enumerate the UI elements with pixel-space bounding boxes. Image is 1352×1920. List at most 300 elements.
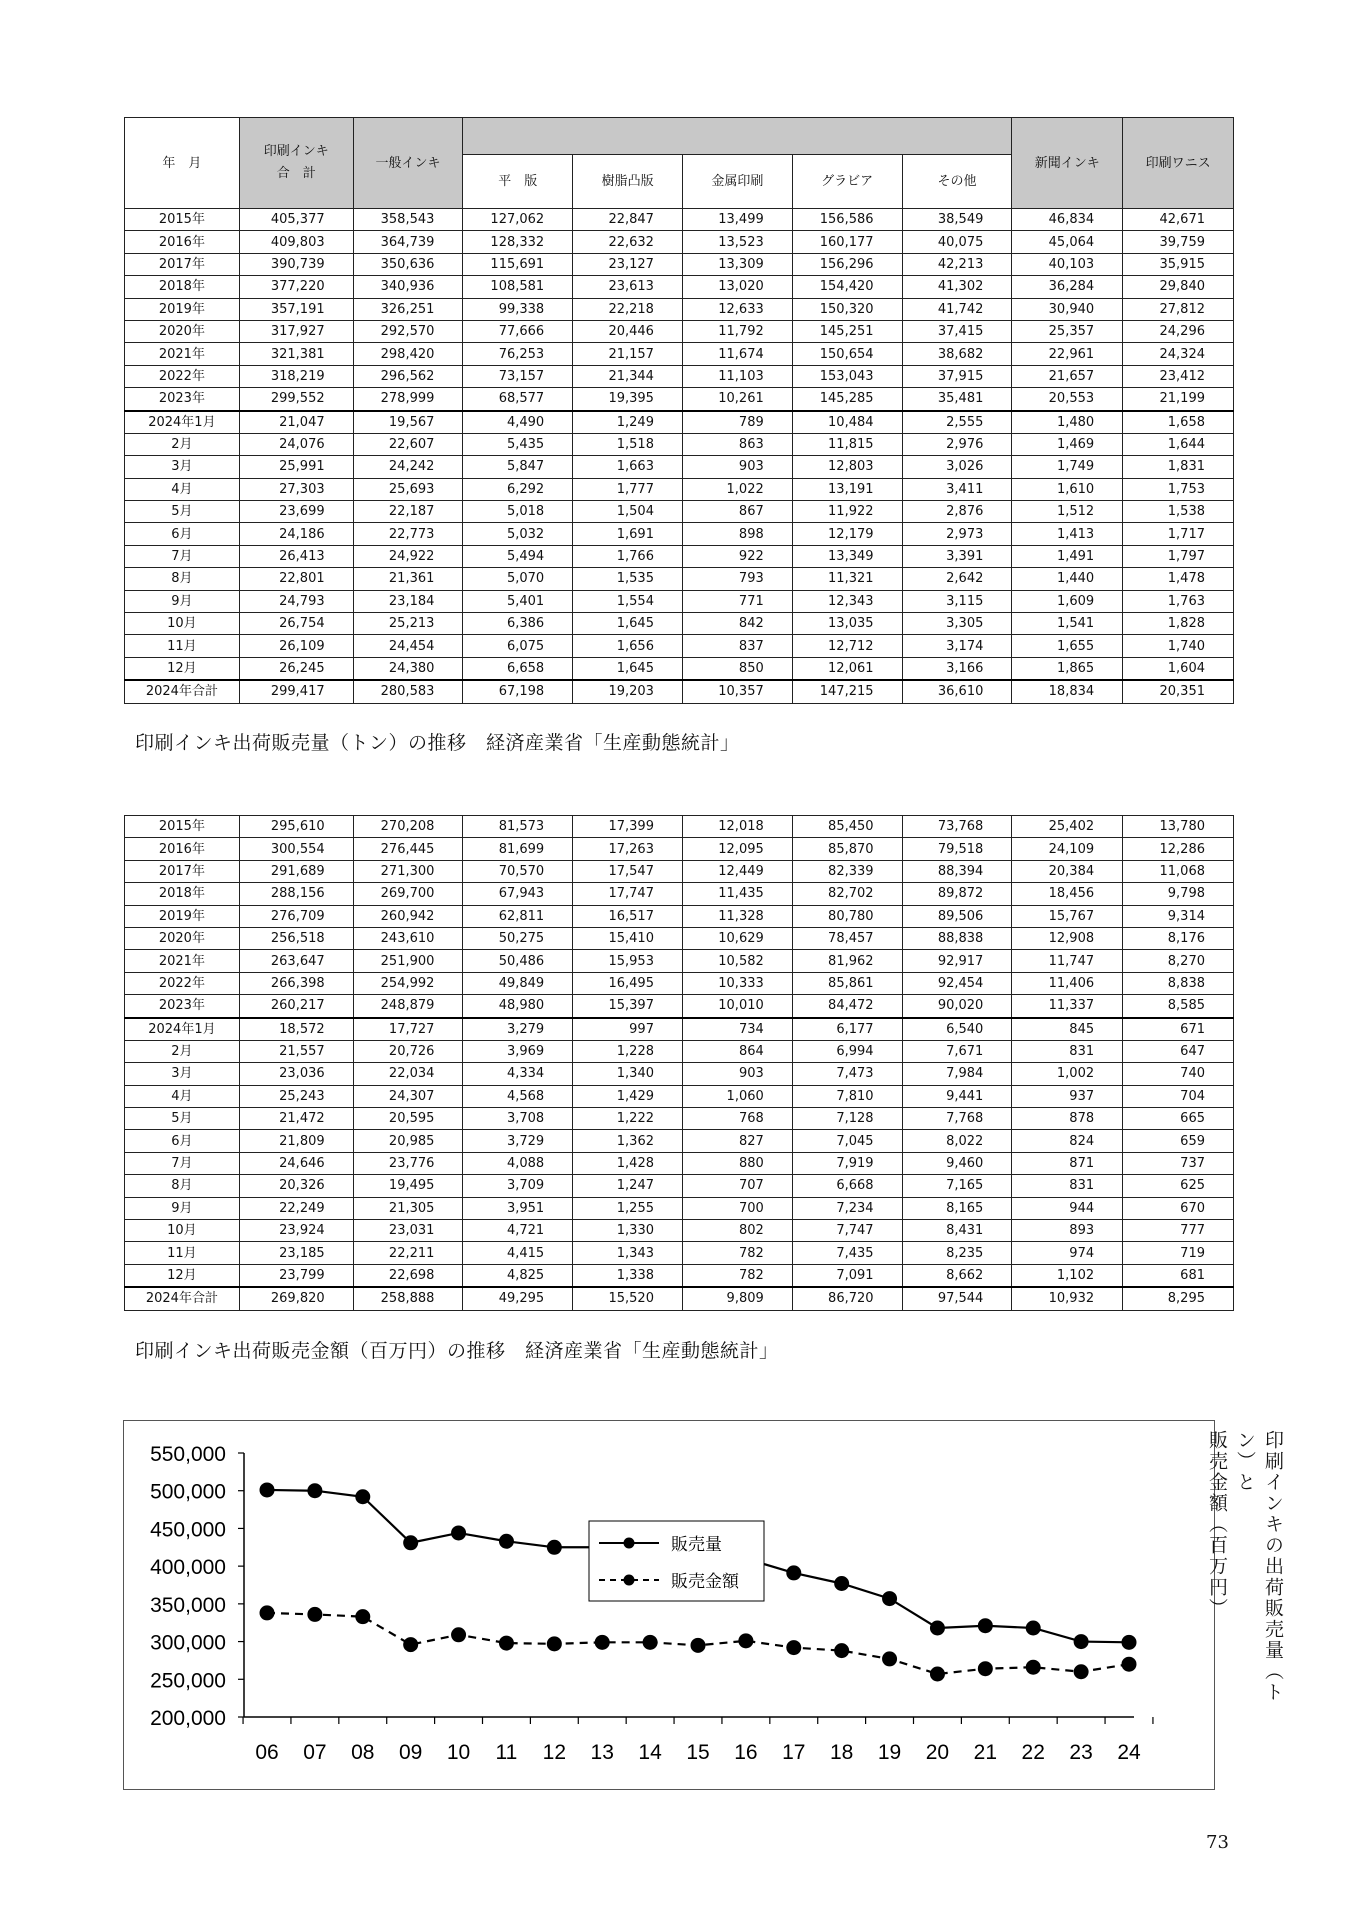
- table-cell: 88,838: [902, 927, 1012, 949]
- table-cell: 358,543: [353, 209, 463, 231]
- table-cell: 777: [1123, 1220, 1234, 1242]
- table-cell: 15,953: [573, 950, 683, 972]
- table-cell: 260,942: [353, 905, 463, 927]
- table-cell: 23,185: [239, 1242, 353, 1264]
- row-period: 3月: [125, 1063, 240, 1085]
- table-row: [125, 838, 1234, 860]
- table-cell: 26,245: [239, 657, 353, 680]
- table-cell: 41,742: [902, 298, 1012, 320]
- row-period: 2024年1月: [125, 411, 240, 434]
- table-cell: 2,642: [902, 568, 1012, 590]
- table-row: [125, 1220, 1234, 1242]
- table-cell: 8,662: [902, 1264, 1012, 1287]
- table-row: [125, 298, 1234, 320]
- row-period: 11月: [125, 635, 240, 657]
- table-cell: 7,435: [792, 1242, 902, 1264]
- table-cell: 79,518: [902, 838, 1012, 860]
- table-cell: 3,411: [902, 478, 1012, 500]
- table-cell: 10,932: [1012, 1287, 1123, 1310]
- table-cell: 85,870: [792, 838, 902, 860]
- table-cell: 21,557: [239, 1040, 353, 1062]
- table-cell: 24,307: [353, 1085, 463, 1107]
- table-cell: 974: [1012, 1242, 1123, 1264]
- chart-title: [1195, 1430, 1284, 1730]
- table-cell: 3,951: [463, 1197, 573, 1219]
- table-row: [125, 343, 1234, 365]
- table-cell: 276,709: [239, 905, 353, 927]
- table-cell: 154,420: [792, 276, 902, 298]
- table-cell: 1,831: [1123, 456, 1234, 478]
- table-cell: 1,538: [1123, 501, 1234, 523]
- table-cell: 26,754: [239, 613, 353, 635]
- table-cell: 1,610: [1012, 478, 1123, 500]
- table-cell: 160,177: [792, 231, 902, 253]
- table-cell: 4,088: [463, 1152, 573, 1174]
- table-cell: 18,456: [1012, 883, 1123, 905]
- table-cell: 719: [1123, 1242, 1234, 1264]
- table-cell: 108,581: [463, 276, 573, 298]
- table-cell: 1,645: [573, 657, 683, 680]
- chart-title-line1: 印刷インキの出荷販売量（トン）と: [1234, 1430, 1284, 1703]
- table-cell: 4,334: [463, 1063, 573, 1085]
- row-period: 6月: [125, 523, 240, 545]
- row-period: 8月: [125, 1175, 240, 1197]
- table-row: [125, 657, 1234, 680]
- table-cell: 12,712: [792, 635, 902, 657]
- table-row: [125, 635, 1234, 657]
- legend-label: 販売量: [671, 1535, 722, 1555]
- shipment-value-table: [124, 815, 1234, 1311]
- table-cell: 3,174: [902, 635, 1012, 657]
- data-point: [260, 1482, 275, 1497]
- table-cell: 5,847: [463, 456, 573, 478]
- table-row: [125, 927, 1234, 949]
- row-period: 7月: [125, 545, 240, 567]
- row-period: 9月: [125, 1197, 240, 1219]
- table-cell: 115,691: [463, 253, 573, 275]
- table-cell: 1,440: [1012, 568, 1123, 590]
- table-cell: 248,879: [353, 995, 463, 1018]
- table-row: [125, 816, 1234, 838]
- table-cell: 7,473: [792, 1063, 902, 1085]
- table-cell: 49,295: [463, 1287, 573, 1310]
- table-cell: 68,577: [463, 388, 573, 411]
- y-tick-label: 250,000: [150, 1669, 226, 1693]
- table-cell: 17,399: [573, 816, 683, 838]
- table-cell: 23,924: [239, 1220, 353, 1242]
- table-cell: 681: [1123, 1264, 1234, 1287]
- data-point: [260, 1605, 275, 1620]
- table-cell: 22,632: [573, 231, 683, 253]
- table-cell: 1,658: [1123, 411, 1234, 434]
- table-cell: 24,109: [1012, 838, 1123, 860]
- table-cell: 7,671: [902, 1040, 1012, 1062]
- table-row: [125, 365, 1234, 387]
- table-cell: 2,555: [902, 411, 1012, 434]
- table-cell: 9,809: [682, 1287, 792, 1310]
- table-cell: 38,682: [902, 343, 1012, 365]
- table-cell: 3,305: [902, 613, 1012, 635]
- row-period: 2016年: [125, 231, 240, 253]
- table-cell: 864: [682, 1040, 792, 1062]
- table-cell: 12,633: [682, 298, 792, 320]
- table-cell: 24,296: [1123, 320, 1234, 342]
- table-cell: 128,332: [463, 231, 573, 253]
- table-cell: 6,668: [792, 1175, 902, 1197]
- table-cell: 62,811: [463, 905, 573, 927]
- table-cell: 1,655: [1012, 635, 1123, 657]
- y-tick-label: 350,000: [150, 1593, 226, 1617]
- table-cell: 7,768: [902, 1108, 1012, 1130]
- table-cell: 40,103: [1012, 253, 1123, 275]
- table-cell: 269,820: [239, 1287, 353, 1310]
- table-cell: 24,186: [239, 523, 353, 545]
- table-row: [125, 905, 1234, 927]
- table-cell: 23,613: [573, 276, 683, 298]
- table-cell: 288,156: [239, 883, 353, 905]
- table-cell: 1,002: [1012, 1063, 1123, 1085]
- table-cell: 9,441: [902, 1085, 1012, 1107]
- data-point: [403, 1637, 418, 1652]
- table-cell: 893: [1012, 1220, 1123, 1242]
- row-period: 10月: [125, 1220, 240, 1242]
- table-cell: 35,481: [902, 388, 1012, 411]
- x-tick-label: 19: [877, 1741, 902, 1764]
- table-cell: 793: [682, 568, 792, 590]
- table-cell: 2,973: [902, 523, 1012, 545]
- row-period: 5月: [125, 501, 240, 523]
- data-point: [834, 1576, 849, 1591]
- table-cell: 21,472: [239, 1108, 353, 1130]
- table-cell: 25,991: [239, 456, 353, 478]
- table-cell: 81,699: [463, 838, 573, 860]
- table-cell: 782: [682, 1242, 792, 1264]
- table-cell: 350,636: [353, 253, 463, 275]
- table-cell: 850: [682, 657, 792, 680]
- table-cell: 38,549: [902, 209, 1012, 231]
- table-cell: 15,767: [1012, 905, 1123, 927]
- table-cell: 9,798: [1123, 883, 1234, 905]
- table-cell: 46,834: [1012, 209, 1123, 231]
- table-cell: 21,361: [353, 568, 463, 590]
- table-cell: 41,302: [902, 276, 1012, 298]
- table-cell: 1,753: [1123, 478, 1234, 500]
- table-cell: 22,698: [353, 1264, 463, 1287]
- table-cell: 24,242: [353, 456, 463, 478]
- table-cell: 7,045: [792, 1130, 902, 1152]
- table-cell: 10,261: [682, 388, 792, 411]
- data-point: [930, 1667, 945, 1682]
- table-cell: 21,809: [239, 1130, 353, 1152]
- table-row: [125, 1287, 1234, 1310]
- row-period: 9月: [125, 590, 240, 612]
- table-cell: 15,397: [573, 995, 683, 1018]
- table-cell: 8,270: [1123, 950, 1234, 972]
- table-cell: 4,825: [463, 1264, 573, 1287]
- table-cell: 8,295: [1123, 1287, 1234, 1310]
- header-varnish: 印刷ワニス: [1123, 118, 1234, 209]
- x-tick-label: 18: [829, 1741, 854, 1764]
- data-point: [882, 1651, 897, 1666]
- table-cell: 23,127: [573, 253, 683, 275]
- table-cell: 734: [682, 1018, 792, 1041]
- table-cell: 5,018: [463, 501, 573, 523]
- table-cell: 260,217: [239, 995, 353, 1018]
- table-cell: 16,495: [573, 972, 683, 994]
- row-period: 2024年1月: [125, 1018, 240, 1041]
- table-cell: 6,994: [792, 1040, 902, 1062]
- table-cell: 10,010: [682, 995, 792, 1018]
- x-tick-label: 15: [686, 1741, 710, 1764]
- table-cell: 8,431: [902, 1220, 1012, 1242]
- data-point: [786, 1565, 801, 1580]
- table-cell: 1,541: [1012, 613, 1123, 635]
- line-chart: [124, 1421, 1214, 1789]
- table-cell: 1,504: [573, 501, 683, 523]
- table-cell: 291,689: [239, 860, 353, 882]
- table-cell: 802: [682, 1220, 792, 1242]
- table-cell: 67,198: [463, 680, 573, 703]
- table-cell: 15,520: [573, 1287, 683, 1310]
- x-tick-label: 16: [734, 1741, 758, 1764]
- table-cell: 11,922: [792, 501, 902, 523]
- table-cell: 48,980: [463, 995, 573, 1018]
- table-cell: 147,215: [792, 680, 902, 703]
- x-tick-label: 14: [638, 1741, 662, 1764]
- table-cell: 8,235: [902, 1242, 1012, 1264]
- table-cell: 3,026: [902, 456, 1012, 478]
- header-gravure: グラビア: [792, 155, 902, 209]
- row-period: 2019年: [125, 905, 240, 927]
- table-cell: 295,610: [239, 816, 353, 838]
- data-point: [499, 1636, 514, 1651]
- table-cell: 1,740: [1123, 635, 1234, 657]
- table-row: [125, 1264, 1234, 1287]
- table-row: [125, 995, 1234, 1018]
- table-cell: 82,339: [792, 860, 902, 882]
- table-row: [125, 1130, 1234, 1152]
- table-cell: 7,919: [792, 1152, 902, 1174]
- data-point: [403, 1535, 418, 1550]
- table-cell: 3,969: [463, 1040, 573, 1062]
- row-period: 10月: [125, 613, 240, 635]
- table-cell: 20,726: [353, 1040, 463, 1062]
- table-cell: 92,917: [902, 950, 1012, 972]
- table-cell: 2,976: [902, 433, 1012, 455]
- legend-marker: [624, 1575, 635, 1586]
- table-cell: 26,109: [239, 635, 353, 657]
- row-period: 2020年: [125, 320, 240, 342]
- table-cell: 863: [682, 433, 792, 455]
- table-cell: 340,936: [353, 276, 463, 298]
- row-period: 2019年: [125, 298, 240, 320]
- table-cell: 22,773: [353, 523, 463, 545]
- table-row: [125, 478, 1234, 500]
- table-cell: 78,457: [792, 927, 902, 949]
- table-cell: 12,286: [1123, 838, 1234, 860]
- table-cell: 922: [682, 545, 792, 567]
- table-cell: 768: [682, 1108, 792, 1130]
- data-point: [1026, 1660, 1041, 1675]
- table-cell: 390,739: [239, 253, 353, 275]
- table-row: [125, 320, 1234, 342]
- data-point: [882, 1591, 897, 1606]
- data-point: [643, 1635, 658, 1650]
- table-cell: 1,512: [1012, 501, 1123, 523]
- table-cell: 70,570: [463, 860, 573, 882]
- table-row: [125, 1063, 1234, 1085]
- table-cell: 24,454: [353, 635, 463, 657]
- table-row: [125, 1040, 1234, 1062]
- table-row: [125, 523, 1234, 545]
- table-cell: 7,128: [792, 1108, 902, 1130]
- table-cell: 89,506: [902, 905, 1012, 927]
- table-cell: 13,499: [682, 209, 792, 231]
- table-cell: 1,247: [573, 1175, 683, 1197]
- table-cell: 842: [682, 613, 792, 635]
- table-cell: 85,450: [792, 816, 902, 838]
- header-other: その他: [902, 155, 1012, 209]
- volume-table-body: [125, 209, 1234, 704]
- table-cell: 665: [1123, 1108, 1234, 1130]
- table-cell: 49,849: [463, 972, 573, 994]
- table-cell: 24,793: [239, 590, 353, 612]
- table-cell: 1,330: [573, 1220, 683, 1242]
- table-cell: 20,351: [1123, 680, 1234, 703]
- data-point: [499, 1534, 514, 1549]
- data-point: [930, 1620, 945, 1635]
- table-cell: 67,943: [463, 883, 573, 905]
- table-cell: 670: [1123, 1197, 1234, 1219]
- table-cell: 1,766: [573, 545, 683, 567]
- table-cell: 1,491: [1012, 545, 1123, 567]
- x-tick-label: 21: [973, 1741, 998, 1764]
- value-table-caption: 印刷インキ出荷販売金額（百万円）の推移 経済産業省「生産動態統計」: [135, 1340, 779, 1362]
- table-cell: 409,803: [239, 231, 353, 253]
- chart-frame: [123, 1420, 1215, 1790]
- table-cell: 3,115: [902, 590, 1012, 612]
- table-cell: 150,320: [792, 298, 902, 320]
- table-cell: 280,583: [353, 680, 463, 703]
- table-row: [125, 613, 1234, 635]
- table-cell: 20,446: [573, 320, 683, 342]
- table-cell: 30,940: [1012, 298, 1123, 320]
- table-cell: 1,480: [1012, 411, 1123, 434]
- table-row: [125, 433, 1234, 455]
- table-cell: 81,962: [792, 950, 902, 972]
- x-tick-label: 10: [446, 1741, 471, 1764]
- x-tick-label: 06: [255, 1741, 279, 1764]
- table-cell: 6,540: [902, 1018, 1012, 1041]
- row-period: 4月: [125, 1085, 240, 1107]
- row-period: 2016年: [125, 838, 240, 860]
- table-cell: 150,654: [792, 343, 902, 365]
- data-point: [307, 1483, 322, 1498]
- table-cell: 156,586: [792, 209, 902, 231]
- table-cell: 77,666: [463, 320, 573, 342]
- table-cell: 707: [682, 1175, 792, 1197]
- table-cell: 11,747: [1012, 950, 1123, 972]
- table-cell: 11,674: [682, 343, 792, 365]
- x-tick-label: 08: [351, 1741, 375, 1764]
- table-cell: 11,321: [792, 568, 902, 590]
- data-point: [978, 1618, 993, 1633]
- table-cell: 789: [682, 411, 792, 434]
- table-cell: 898: [682, 523, 792, 545]
- table-cell: 12,179: [792, 523, 902, 545]
- table-cell: 782: [682, 1264, 792, 1287]
- table-cell: 1,362: [573, 1130, 683, 1152]
- table-cell: 12,095: [682, 838, 792, 860]
- table-row: [125, 1152, 1234, 1174]
- table-cell: 12,343: [792, 590, 902, 612]
- table-cell: 3,708: [463, 1108, 573, 1130]
- table-cell: 22,211: [353, 1242, 463, 1264]
- volume-table-caption: 印刷インキ出荷販売量（トン）の推移 経済産業省「生産動態統計」: [135, 732, 740, 754]
- row-period: 2月: [125, 433, 240, 455]
- row-period: 2024年合計: [125, 680, 240, 703]
- table-cell: 11,435: [682, 883, 792, 905]
- table-cell: 16,517: [573, 905, 683, 927]
- table-cell: 1,865: [1012, 657, 1123, 680]
- table-cell: 21,047: [239, 411, 353, 434]
- table-cell: 11,328: [682, 905, 792, 927]
- table-cell: 3,391: [902, 545, 1012, 567]
- table-cell: 11,792: [682, 320, 792, 342]
- row-period: 7月: [125, 1152, 240, 1174]
- table-cell: 1,609: [1012, 590, 1123, 612]
- header-total: 印刷インキ 合 計: [239, 118, 353, 209]
- table-cell: 1,691: [573, 523, 683, 545]
- table-cell: 73,157: [463, 365, 573, 387]
- table-row: [125, 501, 1234, 523]
- table-cell: 318,219: [239, 365, 353, 387]
- table-cell: 23,699: [239, 501, 353, 523]
- table-cell: 8,022: [902, 1130, 1012, 1152]
- table-row: [125, 276, 1234, 298]
- table-cell: 153,043: [792, 365, 902, 387]
- table-cell: 145,251: [792, 320, 902, 342]
- y-tick-label: 500,000: [150, 1480, 226, 1504]
- table-cell: 1,228: [573, 1040, 683, 1062]
- row-period: 5月: [125, 1108, 240, 1130]
- header-metal: 金属印刷: [682, 155, 792, 209]
- table-cell: 831: [1012, 1175, 1123, 1197]
- table-cell: 39,759: [1123, 231, 1234, 253]
- table-cell: 3,709: [463, 1175, 573, 1197]
- x-tick-label: 20: [925, 1741, 950, 1764]
- x-tick-label: 11: [495, 1741, 518, 1764]
- table-cell: 3,279: [463, 1018, 573, 1041]
- table-cell: 1,604: [1123, 657, 1234, 680]
- table-cell: 405,377: [239, 209, 353, 231]
- table-cell: 1,554: [573, 590, 683, 612]
- row-period: 2022年: [125, 365, 240, 387]
- table-cell: 11,103: [682, 365, 792, 387]
- header-letterpress: 樹脂凸版: [573, 155, 683, 209]
- table-cell: 12,803: [792, 456, 902, 478]
- table-cell: 6,292: [463, 478, 573, 500]
- table-cell: 1,338: [573, 1264, 683, 1287]
- table-cell: 13,020: [682, 276, 792, 298]
- shipment-volume-table: [124, 117, 1234, 704]
- data-point: [1074, 1634, 1089, 1649]
- data-point: [786, 1640, 801, 1655]
- table-cell: 1,413: [1012, 523, 1123, 545]
- data-point: [691, 1638, 706, 1653]
- x-tick-label: 07: [303, 1741, 327, 1764]
- table-cell: 1,478: [1123, 568, 1234, 590]
